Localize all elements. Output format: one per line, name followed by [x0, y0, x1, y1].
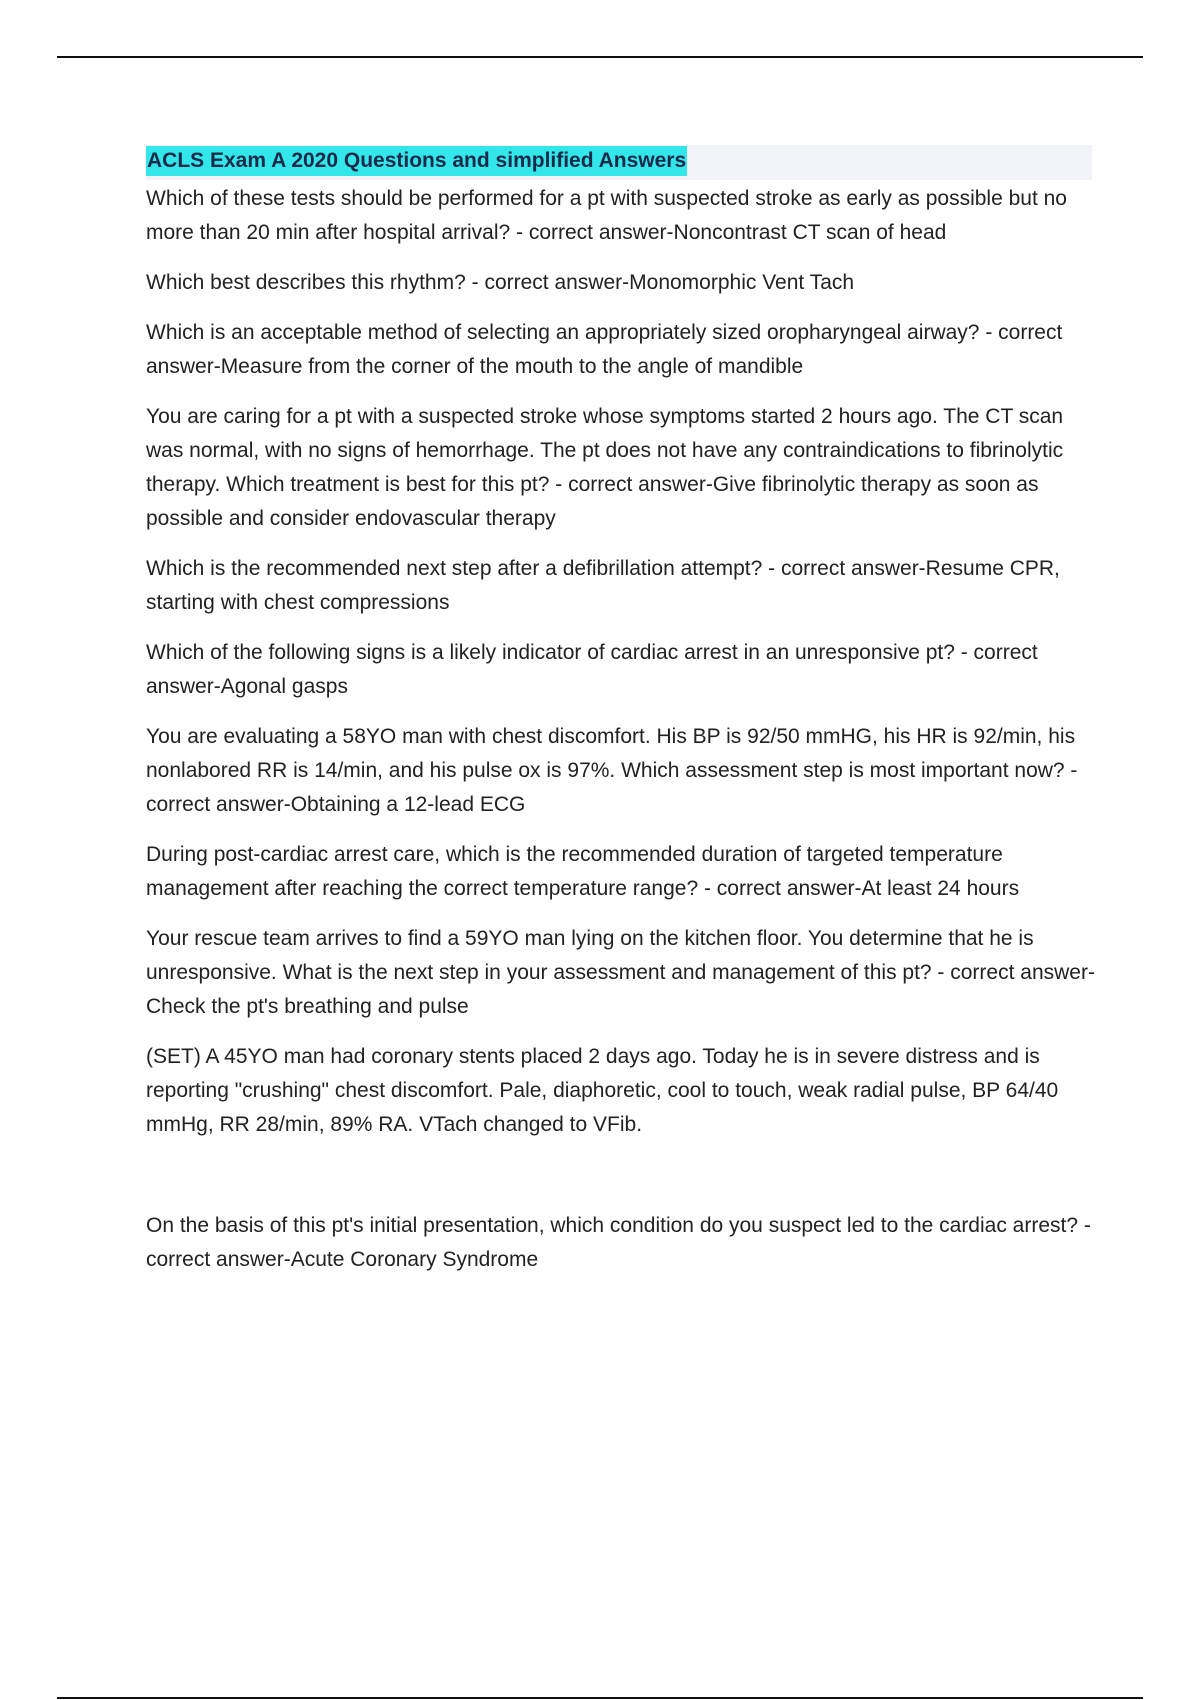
- qa-item-8: During post-cardiac arrest care, which is the recommended duration of targeted temperature management after reaching the correct temperature range? - correct answer-At least 24 hours: [146, 843, 1020, 900]
- qa-item-11: On the basis of this pt's initial presentation, which condition do you suspect led to the cardiac arrest? - correct answer-Acute Coronary Syndrome: [146, 1214, 1091, 1271]
- qa-item-7: You are evaluating a 58YO man with chest discomfort. His BP is 92/50 mmHG, his HR is 92/min, his nonlabored RR is 14/min, and his pulse ox is 97%. Which assessment step is most important now? - correct answer-Obtaining a 12-lead ECG: [146, 725, 1078, 816]
- qa-item-5: Which is the recommended next step after a defibrillation attempt? - correct answer-Resume CPR, starting with chest compressions: [146, 557, 1060, 614]
- qa-item-3: Which is an acceptable method of selecting an appropriately sized oropharyngeal airway? - correct answer-Measure from the corner of the mouth to the angle of mandible: [146, 321, 1063, 378]
- qa-item-6: Which of the following signs is a likely indicator of cardiac arrest in an unresponsive pt? - correct answer-Agonal gasps: [146, 641, 1038, 698]
- qa-item-9: Your rescue team arrives to find a 59YO man lying on the kitchen floor. You determine that he is unresponsive. What is the next step in your assessment and management of this pt? - correct answer-Check the pt's breathing and pulse: [146, 927, 1095, 1018]
- paragraph-spacer: [146, 1158, 1096, 1209]
- qa-item-10: (SET) A 45YO man had coronary stents placed 2 days ago. Today he is in severe distress and is reporting "crushing" chest discomfort. Pale, diaphoretic, cool to touch, weak radial pulse, BP 64/40 mmHg, RR 28/min, 89% RA. VTach changed to VFib.: [146, 1045, 1059, 1136]
- title-bar: [146, 145, 1092, 180]
- document-body: [146, 145, 1096, 1293]
- qa-item-2: Which best describes this rhythm? - correct answer-Monomorphic Vent Tach: [146, 271, 855, 294]
- qa-item-4: You are caring for a pt with a suspected stroke whose symptoms started 2 hours ago. The CT scan was normal, with no signs of hemorrhage. The pt does not have any contraindications to fibrinolytic therapy. Which treatment is best for this pt? - correct answer-Give fibrinolytic therapy as soon as possible and consider endovascular therapy: [146, 405, 1064, 530]
- bottom-rule: [57, 1697, 1143, 1699]
- qa-item-1: Which of these tests should be performed for a pt with suspected stroke as early as possible but no more than 20 min after hospital arrival? - correct answer-Noncontrast CT scan of head: [146, 187, 1067, 244]
- top-rule: [57, 56, 1143, 58]
- document-title: ACLS Exam A 2020 Questions and simplified Answers: [146, 146, 687, 176]
